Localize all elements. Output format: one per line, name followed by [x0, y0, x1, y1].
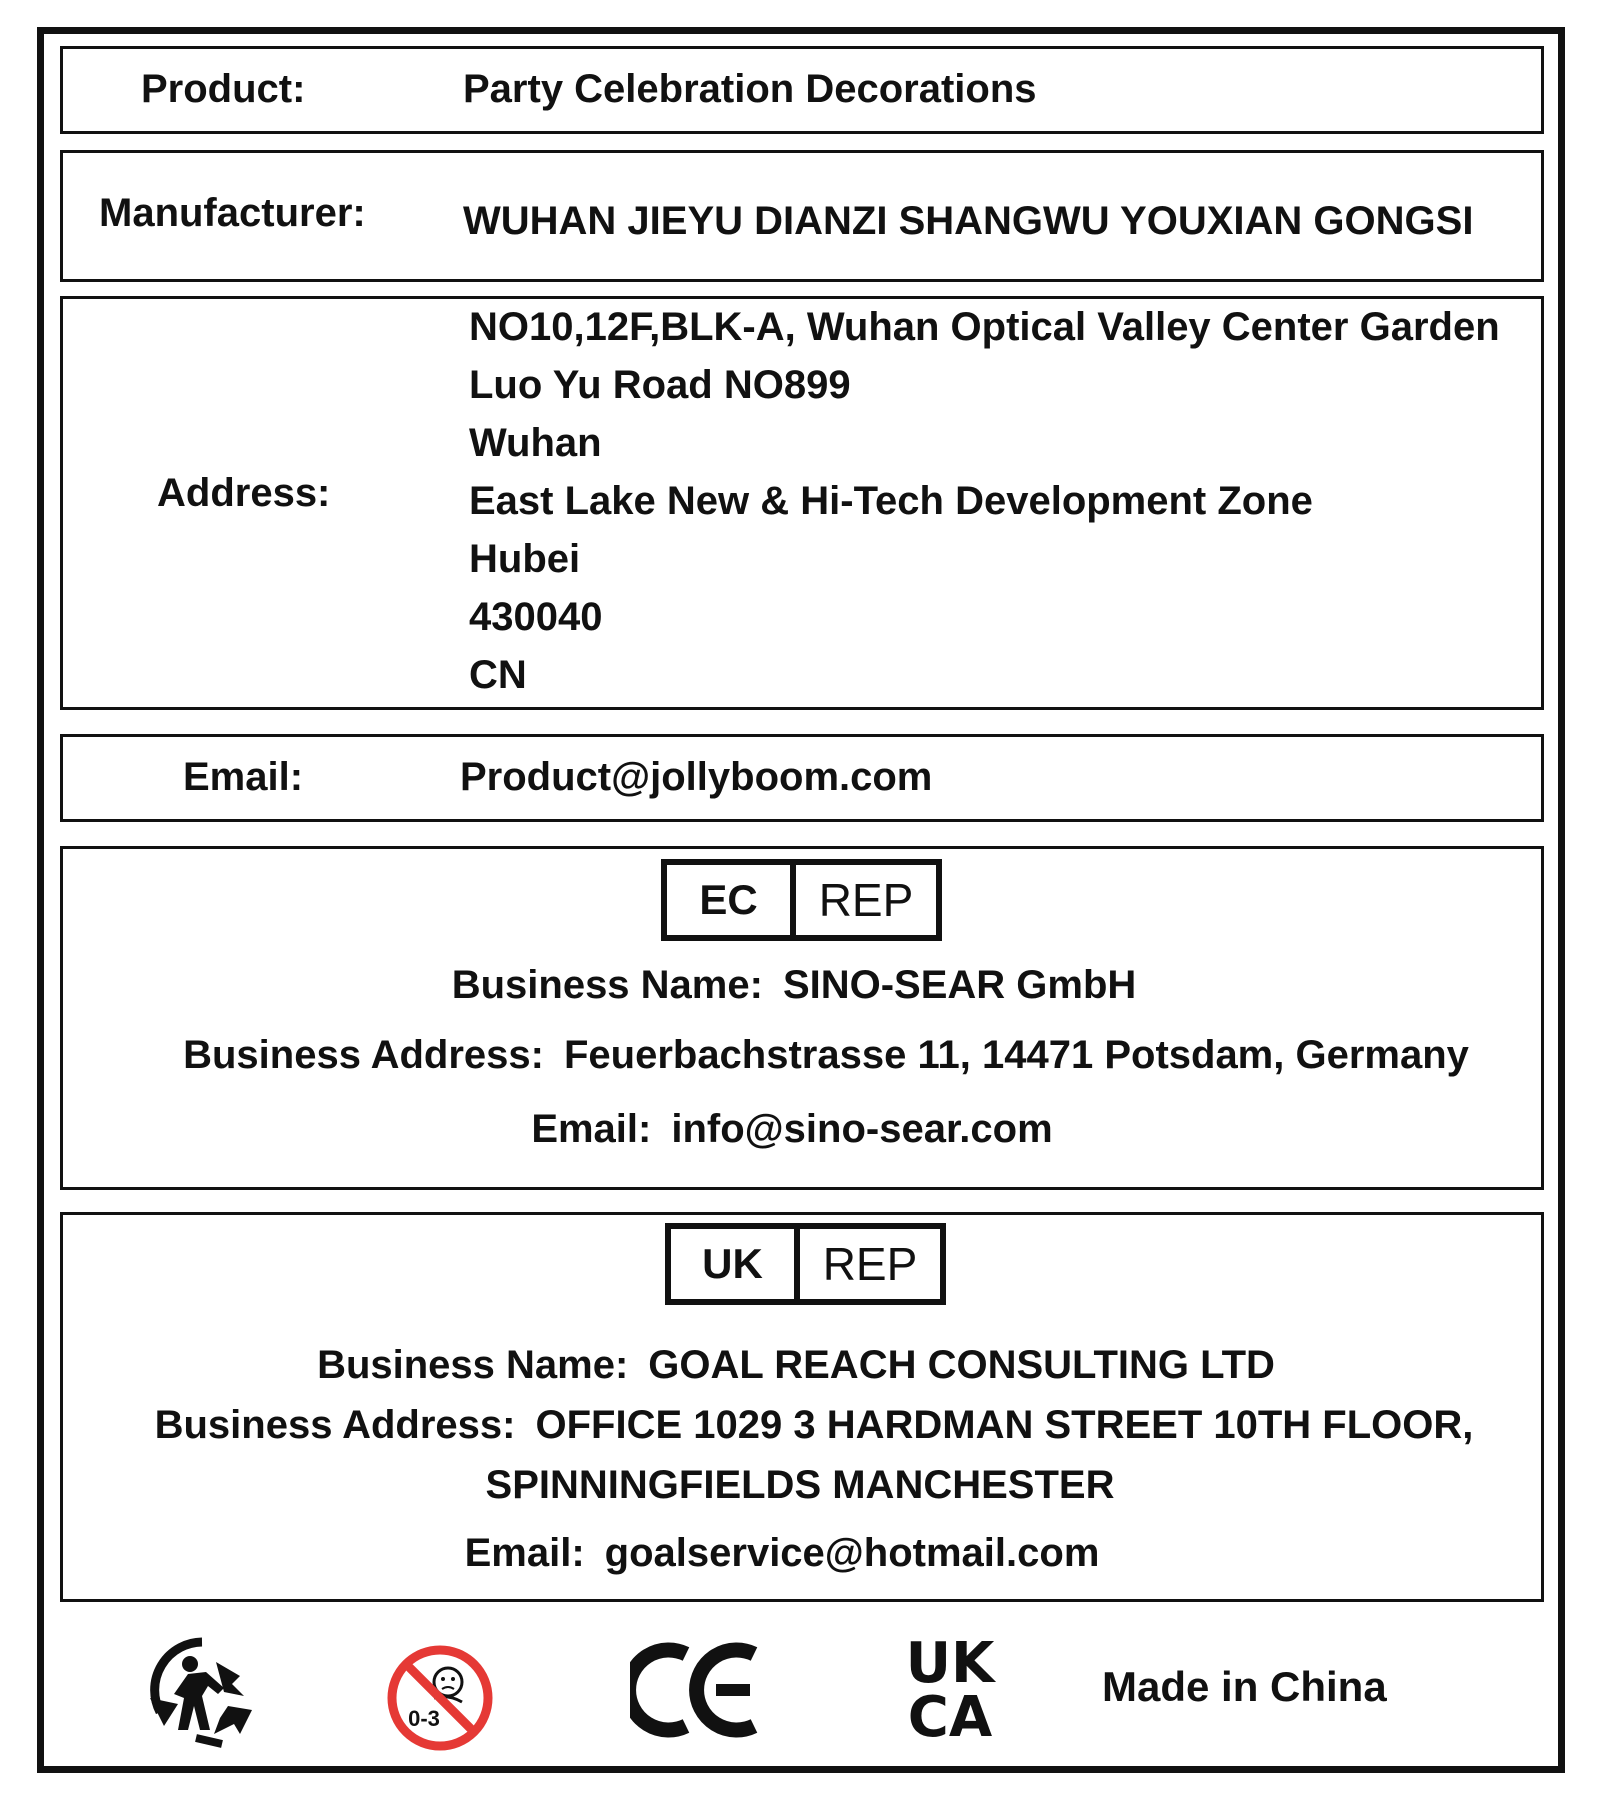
uk-business-name: GOAL REACH CONSULTING LTD — [648, 1343, 1275, 1387]
manufacturer-label: Manufacturer: — [99, 191, 366, 235]
uk-rep-section — [60, 1212, 1544, 1602]
uk-rep-badge — [665, 1223, 946, 1305]
recycle-person-icon — [144, 1634, 260, 1750]
rep-badge-label: REP — [794, 1223, 946, 1305]
address-row — [60, 296, 1544, 710]
age-warning-text: 0-3 — [408, 1706, 440, 1731]
manufacturer-row — [60, 150, 1544, 282]
uk-email-line — [43, 1529, 1521, 1577]
rep-badge-label: REP — [790, 859, 942, 941]
ce-mark-icon — [630, 1640, 764, 1740]
address-label: Address: — [157, 471, 331, 515]
address-line-2: Luo Yu Road NO899 — [469, 363, 851, 407]
address-line-7: CN — [469, 653, 527, 697]
address-line-3: Wuhan — [469, 421, 602, 465]
address-line-1: NO10,12F,BLK-A, Wuhan Optical Valley Center Garden — [469, 305, 1500, 349]
ec-business-name-label: Business Name: — [451, 963, 763, 1007]
uk-email: goalservice@hotmail.com — [604, 1531, 1100, 1575]
label-sheet — [37, 27, 1565, 1773]
email-row — [60, 734, 1544, 822]
uk-email-label: Email: — [464, 1531, 585, 1575]
ukca-mark-icon — [896, 1634, 1004, 1742]
ec-email-label: Email: — [531, 1107, 652, 1151]
address-line-6: 430040 — [469, 595, 603, 639]
uk-business-name-label: Business Name: — [317, 1343, 629, 1387]
address-line-4: East Lake New & Hi-Tech Development Zone — [469, 479, 1313, 523]
email-value: Product@jollyboom.com — [460, 755, 933, 799]
uk-business-address-line — [75, 1401, 1553, 1449]
ec-business-name: SINO-SEAR GmbH — [782, 963, 1137, 1007]
uk-business-address-1: OFFICE 1029 3 HARDMAN STREET 10TH FLOOR, — [535, 1403, 1474, 1447]
uk-business-name-line — [57, 1341, 1535, 1389]
product-value: Party Celebration Decorations — [463, 67, 1037, 111]
made-in-text: Made in China — [1102, 1663, 1387, 1710]
age-warning-icon — [384, 1642, 496, 1754]
ec-rep-section — [60, 846, 1544, 1190]
ukca-top: UK — [905, 1634, 995, 1696]
ec-business-address: Feuerbachstrasse 11, 14471 Potsdam, Germany — [563, 1033, 1469, 1077]
email-label: Email: — [183, 755, 304, 799]
uk-badge-label: UK — [665, 1223, 800, 1305]
uk-business-address-label: Business Address: — [154, 1403, 516, 1447]
ec-business-address-label: Business Address: — [183, 1033, 544, 1077]
ec-badge-label: EC — [661, 859, 796, 941]
ec-email: info@sino-sear.com — [671, 1107, 1053, 1151]
manufacturer-value: WUHAN JIEYU DIANZI SHANGWU YOUXIAN GONGSI — [463, 199, 1474, 243]
ec-business-address-line — [87, 1031, 1565, 1079]
address-line-5: Hubei — [469, 537, 581, 581]
product-row — [60, 46, 1544, 134]
product-label: Product: — [141, 67, 306, 111]
ec-email-line — [53, 1105, 1531, 1153]
ec-business-name-line — [55, 961, 1533, 1009]
ukca-bottom: CA — [907, 1685, 993, 1742]
ec-rep-badge — [661, 859, 942, 941]
uk-business-address-line-2: SPINNINGFIELDS MANCHESTER — [485, 1463, 1115, 1507]
